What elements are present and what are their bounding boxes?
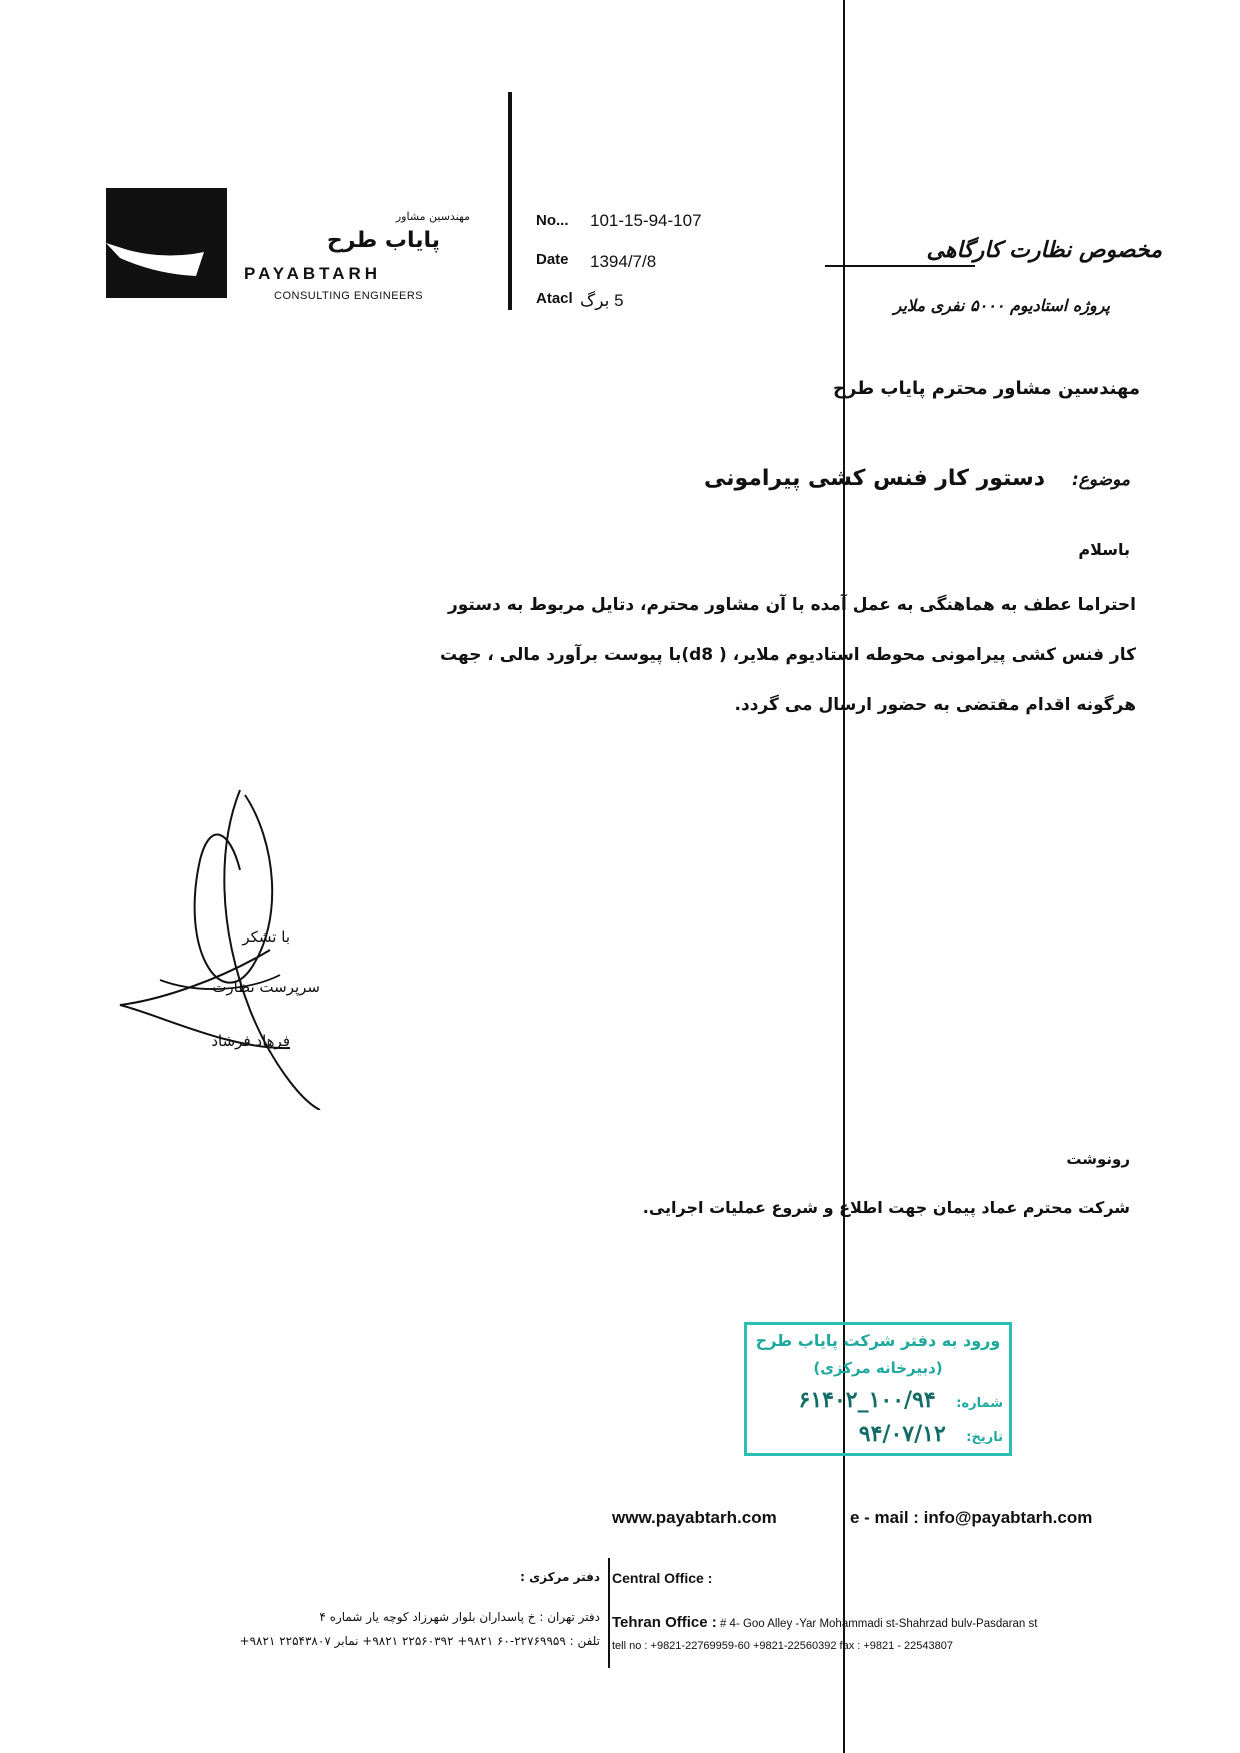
en-office-phones: tell no : +9821-22769959-60 +9821-22560392 fax : +9821 - 22543807	[612, 1640, 953, 1652]
number-value: 101-15-94-107	[590, 211, 702, 230]
stamp-date-label: تاریخ:	[966, 1430, 1003, 1445]
classification-heading: مخصوص نظارت کارگاهی	[926, 238, 1162, 263]
fa-office-label: دفتر مرکزی :	[520, 1570, 600, 1584]
date-label: Date	[536, 251, 569, 268]
stamp-date-row	[751, 1421, 1003, 1447]
header-divider	[508, 92, 512, 310]
stamp-date-value: ۹۴/۰۷/۱۲	[858, 1421, 946, 1447]
subject-label: موضوع:	[1071, 470, 1130, 490]
number-label: No...	[536, 212, 569, 229]
subject-text: دستور کار فنس کشی پیرامونی	[703, 466, 1045, 491]
stamp-number-value: ۱۰۰/۹۴_۶۱۴۰۲	[798, 1387, 936, 1413]
logo-persian-name: پایاب طرح	[326, 228, 440, 253]
en-office-label: Central Office :	[612, 1570, 713, 1586]
logo-english-subtitle: CONSULTING ENGINEERS	[274, 290, 424, 302]
receipt-stamp	[744, 1322, 1012, 1456]
signature-title: سرپرست نظارت	[212, 978, 320, 996]
payabtarh-logo-icon	[106, 188, 227, 298]
attachment-value: 5 برگ	[580, 291, 624, 310]
recipient: مهندسین مشاور محترم پایاب طرح	[833, 378, 1140, 399]
stamp-subtitle: (دبیرخانه مرکزی)	[813, 1359, 943, 1377]
footer-divider	[608, 1558, 610, 1668]
body-paragraph: احتراما عطف به هماهنگی به عمل آمده با آن مشاور محترم، دتایل مربوط به دستور کار فنس کشی پیرامونی محوطه استادیوم ملایر، ( d8)با پیوست برآورد مالی ، جهت هرگونه اقدام مقتضی به حضور ارسال می گردد.	[440, 595, 1136, 715]
en-office-address	[612, 1614, 1232, 1631]
fa-office-phones: تلفن : ۲۲۷۶۹۹۵۹-۶۰ ۹۸۲۱+ ۲۲۵۶۰۳۹۲ ۹۸۲۱+ نمابر ۲۲۵۴۳۸۰۷ ۹۸۲۱+	[239, 1634, 600, 1648]
en-office-name: Tehran Office :	[612, 1614, 717, 1631]
en-address-text: # 4- Goo Alley -Yar Mohammadi st-Shahrzad bulv-Pasdaran st	[719, 1618, 1038, 1630]
signature-name: فرهاد فرشاد	[211, 1032, 290, 1050]
copy-recipient: شرکت محترم عماد پیمان جهت اطلاع و شروع عملیات اجرایی.	[642, 1198, 1130, 1217]
logo-persian-subtitle: مهندسین مشاور	[395, 210, 470, 223]
logo-english-name: PAYABTARH	[244, 264, 382, 283]
fa-office-address: دفتر تهران : خ پاسداران بلوار شهرزاد کوچه یار شماره ۴	[319, 1610, 600, 1624]
project-name: پروژه استادیوم ۵۰۰۰ نفری ملایر	[893, 296, 1110, 315]
website-link[interactable]: www.payabtarh.com	[612, 1508, 777, 1527]
stamp-title: ورود به دفتر شرکت پایاب طرح	[755, 1331, 1001, 1350]
stamp-number-row	[751, 1387, 1003, 1413]
date-value: 1394/7/8	[590, 252, 657, 271]
stamp-number-label: شماره:	[956, 1396, 1003, 1411]
signature-closing: با تشکر	[242, 928, 290, 946]
email-link[interactable]: e - mail : info@payabtarh.com	[850, 1508, 1093, 1527]
attachment-label: Atacl	[536, 290, 573, 307]
classification-underline	[825, 265, 975, 267]
greeting: باسلام	[1078, 540, 1130, 559]
copy-label: رونوشت	[1066, 1150, 1130, 1168]
